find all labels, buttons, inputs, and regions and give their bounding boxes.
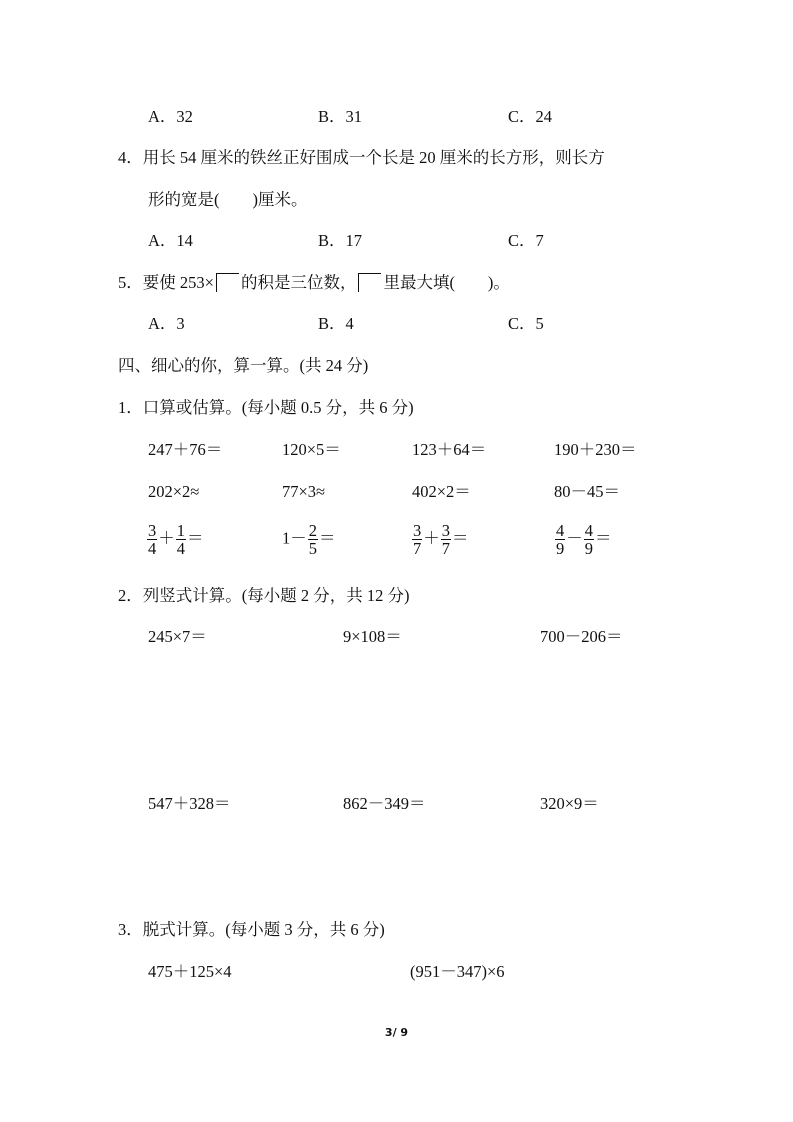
q4-option-c: C．7: [508, 231, 544, 250]
q3-option-b: B．31: [318, 107, 363, 126]
fraction: [412, 522, 422, 557]
oral-calc-item: 123＋64＝: [412, 440, 487, 459]
equals: ＝: [319, 528, 336, 548]
denominator: 7: [413, 539, 422, 558]
blank-box-icon: [216, 273, 239, 292]
operator: ＋: [423, 528, 440, 548]
q5-option-c: C．5: [508, 314, 544, 333]
section4-title: 四、细心的你，算一算。(共 24 分): [118, 356, 369, 375]
fraction: [176, 522, 186, 557]
q4-text-line2: 形的宽是( )厘米。: [148, 190, 308, 209]
denominator: 9: [584, 539, 593, 558]
part2-title: 2．列竖式计算。(每小题 2 分，共 12 分): [118, 586, 410, 605]
operator: －: [566, 528, 583, 548]
numerator: 3: [413, 521, 422, 540]
fraction-calc-item: [146, 522, 204, 557]
page-number: 3/ 9: [384, 1026, 409, 1039]
q5-option-b: B．4: [318, 314, 354, 333]
q3-option-a: A．32: [148, 107, 193, 126]
lead-term: 1－: [282, 528, 307, 548]
q4-option-b: B．17: [318, 231, 363, 250]
equals: ＝: [452, 528, 469, 548]
stepwise-calc-item: (951－347)×6: [410, 962, 505, 981]
denominator: 7: [441, 539, 450, 558]
part1-title: 1．口算或估算。(每小题 0.5 分，共 6 分): [118, 398, 414, 417]
blank-box-icon: [358, 273, 381, 292]
fraction: [147, 522, 157, 557]
vertical-calc-item: 700－206＝: [540, 627, 623, 646]
q4-text-line1: 4．用长 54 厘米的铁丝正好围成一个长是 20 厘米的长方形，则长方: [118, 148, 605, 167]
numerator: 3: [441, 521, 450, 540]
fraction-calc-item: [411, 522, 469, 557]
q5-number: 5．: [118, 273, 143, 292]
denominator: 5: [308, 539, 317, 558]
vertical-calc-item: 320×9＝: [540, 794, 599, 813]
part3-title: 3．脱式计算。(每小题 3 分，共 6 分): [118, 920, 385, 939]
vertical-calc-item: 9×108＝: [343, 627, 402, 646]
oral-calc-item: 120×5＝: [282, 440, 341, 459]
q3-option-c: C．24: [508, 107, 553, 126]
operator: ＋: [158, 528, 175, 548]
vertical-calc-item: 547＋328＝: [148, 794, 231, 813]
denominator: 4: [148, 539, 157, 558]
equals: ＝: [187, 528, 204, 548]
oral-calc-item: 77×3≈: [282, 482, 326, 501]
q5-part3: 里最大填( )。: [383, 273, 510, 292]
denominator: 4: [176, 539, 185, 558]
vertical-calc-item: 862－349＝: [343, 794, 426, 813]
vertical-calc-item: 245×7＝: [148, 627, 207, 646]
numerator: 3: [148, 521, 157, 540]
fraction: [441, 522, 451, 557]
fraction-calc-item: [554, 522, 612, 557]
fraction-calc-item: [282, 522, 336, 557]
q5-option-a: A．3: [148, 314, 185, 333]
oral-calc-item: 247＋76＝: [148, 440, 223, 459]
oral-calc-item: 202×2≈: [148, 482, 200, 501]
denominator: 9: [556, 539, 565, 558]
numerator: 4: [584, 521, 593, 540]
numerator: 4: [556, 521, 565, 540]
q5-part2: 的积是三位数，: [240, 273, 357, 292]
equals: ＝: [595, 528, 612, 548]
q5-text: [118, 273, 510, 293]
numerator: 1: [176, 521, 185, 540]
oral-calc-item: 402×2＝: [412, 482, 471, 501]
fraction: [584, 522, 594, 557]
q5-part1: 要使 253×: [142, 273, 214, 292]
fraction: [555, 522, 565, 557]
stepwise-calc-item: 475＋125×4: [148, 962, 232, 981]
oral-calc-item: 80－45＝: [554, 482, 620, 501]
q4-option-a: A．14: [148, 231, 193, 250]
numerator: 2: [308, 521, 317, 540]
fraction: [308, 522, 318, 557]
oral-calc-item: 190＋230＝: [554, 440, 637, 459]
